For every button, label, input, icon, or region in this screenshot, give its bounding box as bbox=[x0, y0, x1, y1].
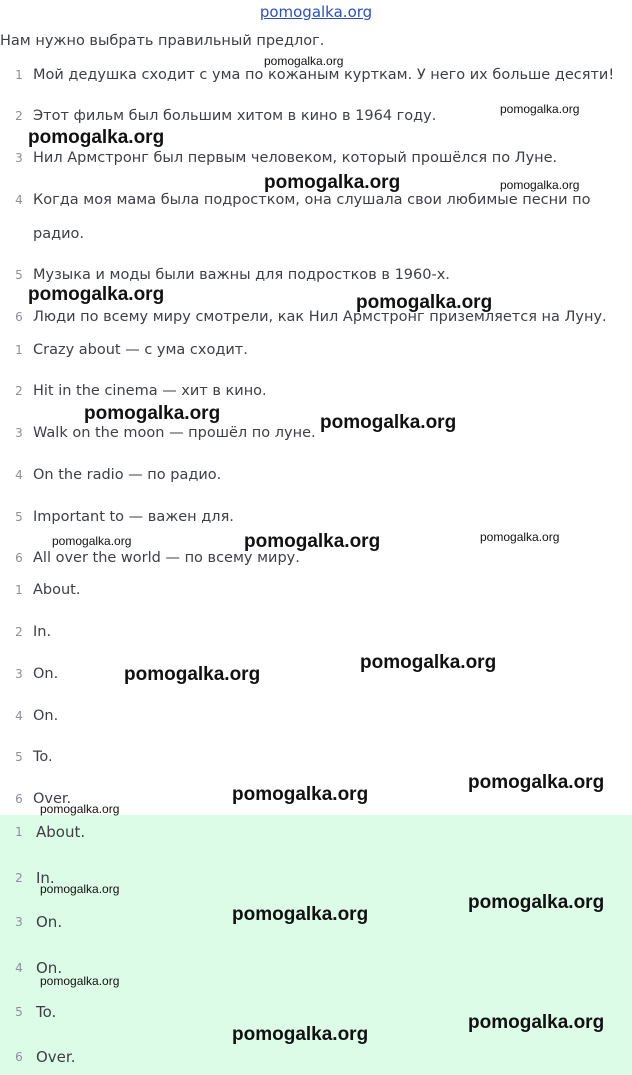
sentence-text: Этот фильм был большим хитом в кино в 1964 году. bbox=[33, 108, 437, 124]
watermark: pomogalka.org bbox=[480, 530, 560, 544]
watermark: pomogalka.org bbox=[52, 534, 132, 548]
answer-item bbox=[0, 657, 632, 691]
site-link[interactable]: pomogalka.org bbox=[259, 3, 373, 21]
item-number: 6 bbox=[15, 310, 23, 324]
answer-text: In. bbox=[33, 624, 52, 640]
watermark: pomogalka.org bbox=[40, 882, 120, 896]
answer-text: On. bbox=[33, 666, 59, 682]
item-number: 5 bbox=[15, 1005, 23, 1019]
item-number: 1 bbox=[15, 343, 23, 357]
watermark: pomogalka.org bbox=[232, 1024, 369, 1045]
phrase-item bbox=[0, 500, 632, 534]
sentence-text: Мой дедушка сходит с ума по кожаным курткам. У него их больше десяти! bbox=[33, 67, 615, 83]
answer-text: About. bbox=[33, 582, 81, 598]
item-number: 3 bbox=[15, 151, 23, 165]
answer-item bbox=[0, 699, 632, 733]
watermark: pomogalka.org bbox=[232, 784, 369, 805]
final-answer-text: About. bbox=[36, 823, 86, 841]
watermark: pomogalka.org bbox=[360, 652, 497, 673]
phrase-text: Hit in the cinema — хит в кино. bbox=[33, 383, 267, 399]
watermark: pomogalka.org bbox=[28, 127, 165, 148]
item-number: 4 bbox=[15, 468, 23, 482]
item-number: 4 bbox=[15, 193, 23, 207]
watermark: pomogalka.org bbox=[468, 772, 605, 793]
phrase-text: All over the world — по всему миру. bbox=[33, 550, 300, 566]
item-number: 5 bbox=[15, 750, 23, 764]
answer-text: Over. bbox=[33, 791, 72, 807]
phrase-text: On the radio — по радио. bbox=[33, 467, 222, 483]
item-number: 5 bbox=[15, 510, 23, 524]
watermark: pomogalka.org bbox=[28, 284, 165, 305]
watermark: pomogalka.org bbox=[40, 974, 120, 988]
final-answer-text: Over. bbox=[36, 1048, 76, 1066]
watermark: pomogalka.org bbox=[40, 802, 120, 816]
answer-item bbox=[0, 615, 632, 649]
watermark: pomogalka.org bbox=[468, 892, 605, 913]
item-number: 1 bbox=[15, 583, 23, 597]
watermark: pomogalka.org bbox=[264, 54, 344, 68]
answer-item bbox=[0, 573, 632, 607]
sentence-text: Когда моя мама была подростком, она слушала свои любимые песни по радио. bbox=[33, 192, 591, 242]
final-answer-text: To. bbox=[36, 1003, 57, 1021]
answer-item bbox=[0, 740, 632, 774]
watermark: pomogalka.org bbox=[500, 102, 580, 116]
item-number: 4 bbox=[15, 961, 23, 975]
watermark: pomogalka.org bbox=[320, 412, 457, 433]
watermark: pomogalka.org bbox=[264, 172, 401, 193]
item-number: 6 bbox=[15, 551, 23, 565]
final-answer-text: In. bbox=[36, 869, 55, 887]
watermark: pomogalka.org bbox=[468, 1012, 605, 1033]
item-number: 2 bbox=[15, 384, 23, 398]
task-instruction: Нам нужно выбрать правильный предлог. bbox=[0, 33, 325, 49]
watermark: pomogalka.org bbox=[500, 178, 580, 192]
answer-text: To. bbox=[33, 749, 53, 765]
phrase-item bbox=[0, 458, 632, 492]
item-number: 3 bbox=[15, 426, 23, 440]
item-number: 6 bbox=[15, 792, 23, 806]
sentence-text: Музыка и моды были важны для подростков в 1960-х. bbox=[33, 267, 450, 283]
phrase-text: Crazy about — с ума сходит. bbox=[33, 342, 248, 358]
sentence-text: Люди по всему миру смотрели, как Нил Армстронг приземляется на Луну. bbox=[33, 309, 607, 325]
item-number: 4 bbox=[15, 709, 23, 723]
item-number: 1 bbox=[15, 825, 23, 839]
item-number: 1 bbox=[15, 68, 23, 82]
item-number: 3 bbox=[15, 667, 23, 681]
watermark: pomogalka.org bbox=[244, 531, 381, 552]
watermark: pomogalka.org bbox=[232, 904, 369, 925]
watermark: pomogalka.org bbox=[356, 292, 493, 313]
phrase-text: Walk on the moon — прошёл по луне. bbox=[33, 425, 316, 441]
item-number: 5 bbox=[15, 268, 23, 282]
watermark: pomogalka.org bbox=[84, 403, 221, 424]
item-number: 2 bbox=[15, 625, 23, 639]
item-number: 6 bbox=[15, 1050, 23, 1064]
answer-text: On. bbox=[33, 708, 59, 724]
item-number: 3 bbox=[15, 915, 23, 929]
final-answer-item bbox=[0, 815, 632, 849]
final-answer-text: On. bbox=[36, 913, 63, 931]
sentence-text: Нил Армстронг был первым человеком, который прошёлся по Луне. bbox=[33, 150, 558, 166]
final-answer-text: On. bbox=[36, 959, 63, 977]
item-number: 2 bbox=[15, 871, 23, 885]
phrase-text: Important to — важен для. bbox=[33, 509, 234, 525]
item-number: 2 bbox=[15, 109, 23, 123]
watermark: pomogalka.org bbox=[124, 664, 261, 685]
phrase-item bbox=[0, 333, 632, 367]
